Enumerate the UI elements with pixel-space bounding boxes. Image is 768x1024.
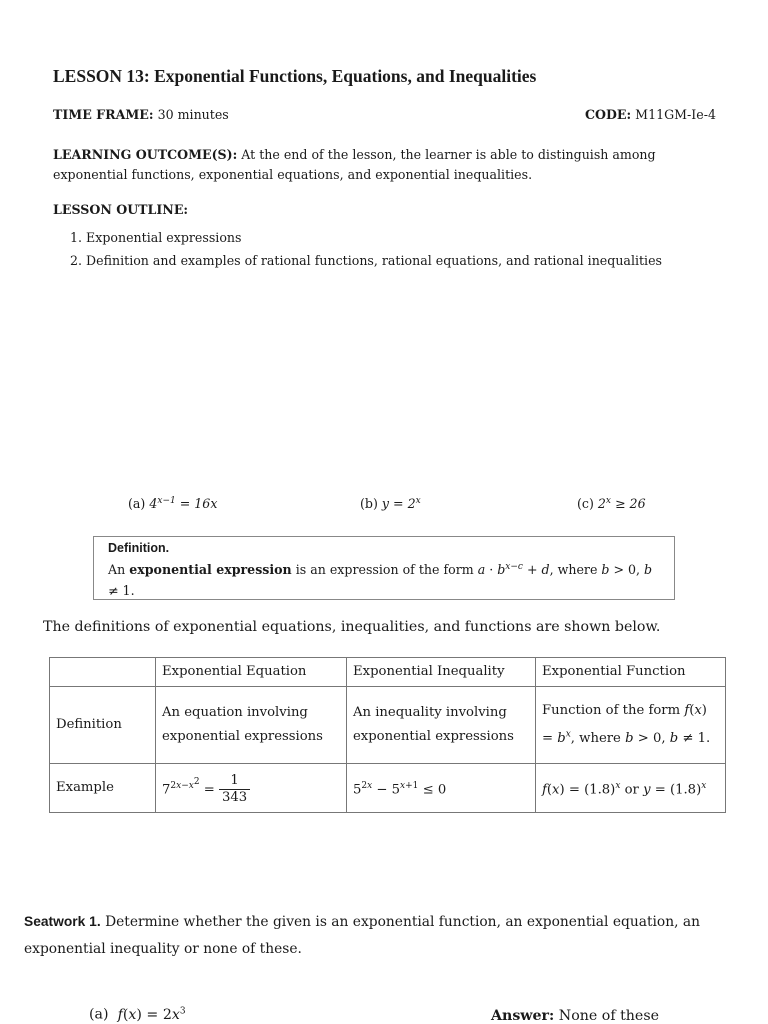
outcome-text: At the end of the lesson, the learner is able to distinguish among exponential functions, exponential equations, and exponential inequalities. [53,147,656,182]
equation-definition: An equation involving exponential expressions [156,687,347,764]
seatwork-item-a-label: (a) [89,1006,109,1023]
example-c-formula: $2^x \ge 26$ [597,496,646,512]
function-definition-formula: $f(x) = b^x$, where b > 0, b ≠ 1. [542,702,711,747]
outline-list [70,226,730,272]
answer-label: Answer: [491,1008,555,1024]
outcome-label: LEARNING OUTCOME(S): [53,147,238,162]
inequality-definition: An inequality involving exponential expressions [347,687,536,764]
intro-text: The definitions of exponential equations, inequalities, and functions are shown below. [43,619,661,635]
table-row [50,658,726,687]
seatwork-item-a [89,1006,186,1023]
example-b-formula: $y = 2^x$ [381,496,421,512]
definition-formula: $a \cdot b^{x-c} + d$, where b > 0, b ≠ 1. [108,562,653,599]
list-item-text: Definition and examples of rational functions, rational equations, and rational inequalities [86,253,663,268]
table-cell [50,658,156,687]
example-a-formula: $4^{x-1} = 16x$ [149,496,218,512]
inequality-example: $5^{2x} - 5^{x+1} \le 0$ [347,764,536,813]
seatwork-instructions [24,908,749,963]
seatwork-text: Determine whether the given is an exponential function, an exponential equation, an exponential inequality or none of these. [24,914,700,957]
lesson-code [585,107,716,122]
definition-title: Definition. [108,541,170,555]
definition-term: exponential expression [129,562,292,578]
list-item-number: 2. [70,253,83,268]
seatwork-item-a-formula: $f(x) = 2x^3$ [117,1006,186,1023]
equation-example: $7^{2x-x^2}$ = $\frac{1}{343}$ [156,764,347,813]
table-row [50,764,726,813]
list-item [70,226,730,249]
seatwork-answer [491,1008,659,1024]
definition-text-post: is an expression of the form [295,562,474,578]
learning-outcome [53,145,718,185]
definition-box [93,536,675,600]
example-a-label: (a) [128,496,146,512]
or-word: or [624,782,639,798]
function-definition [536,687,726,764]
table-header-function: Exponential Function [536,658,726,687]
list-item-text: Exponential expressions [86,230,242,245]
code-label: CODE: [584,107,632,122]
definitions-table [49,657,726,813]
seatwork-label: Seatwork 1. [24,914,101,929]
lesson-title: LESSON 13: Exponential Functions, Equations, and Inequalities [53,66,537,86]
table-row [50,687,726,764]
row-label-example: Example [50,764,156,813]
example-b-label: (b) [360,496,378,512]
answer-value: None of these [558,1008,659,1024]
definition-text [108,557,660,601]
definition-text-pre: An [108,562,126,578]
table-header-inequality: Exponential Inequality [347,658,536,687]
time-frame [53,107,229,122]
fraction: $\frac{1}{343}$ [219,773,250,806]
example-a [128,496,217,511]
example-c [577,496,646,511]
time-frame-label: TIME FRAME: [53,107,154,122]
example-b [360,496,421,511]
time-frame-value: 30 minutes [157,107,229,122]
function-definition-pre: Function of the form [542,702,681,718]
function-example: $f(x) = (1.8)^x$ or $y = (1.8)^x$ [536,764,726,813]
outline-heading: LESSON OUTLINE: [53,202,189,217]
code-value: M11GM-Ie-4 [635,107,716,122]
list-item [70,249,730,272]
table-header-equation: Exponential Equation [156,658,347,687]
list-item-number: 1. [70,230,83,245]
row-label-definition: Definition [50,687,156,764]
example-c-label: (c) [577,496,594,512]
